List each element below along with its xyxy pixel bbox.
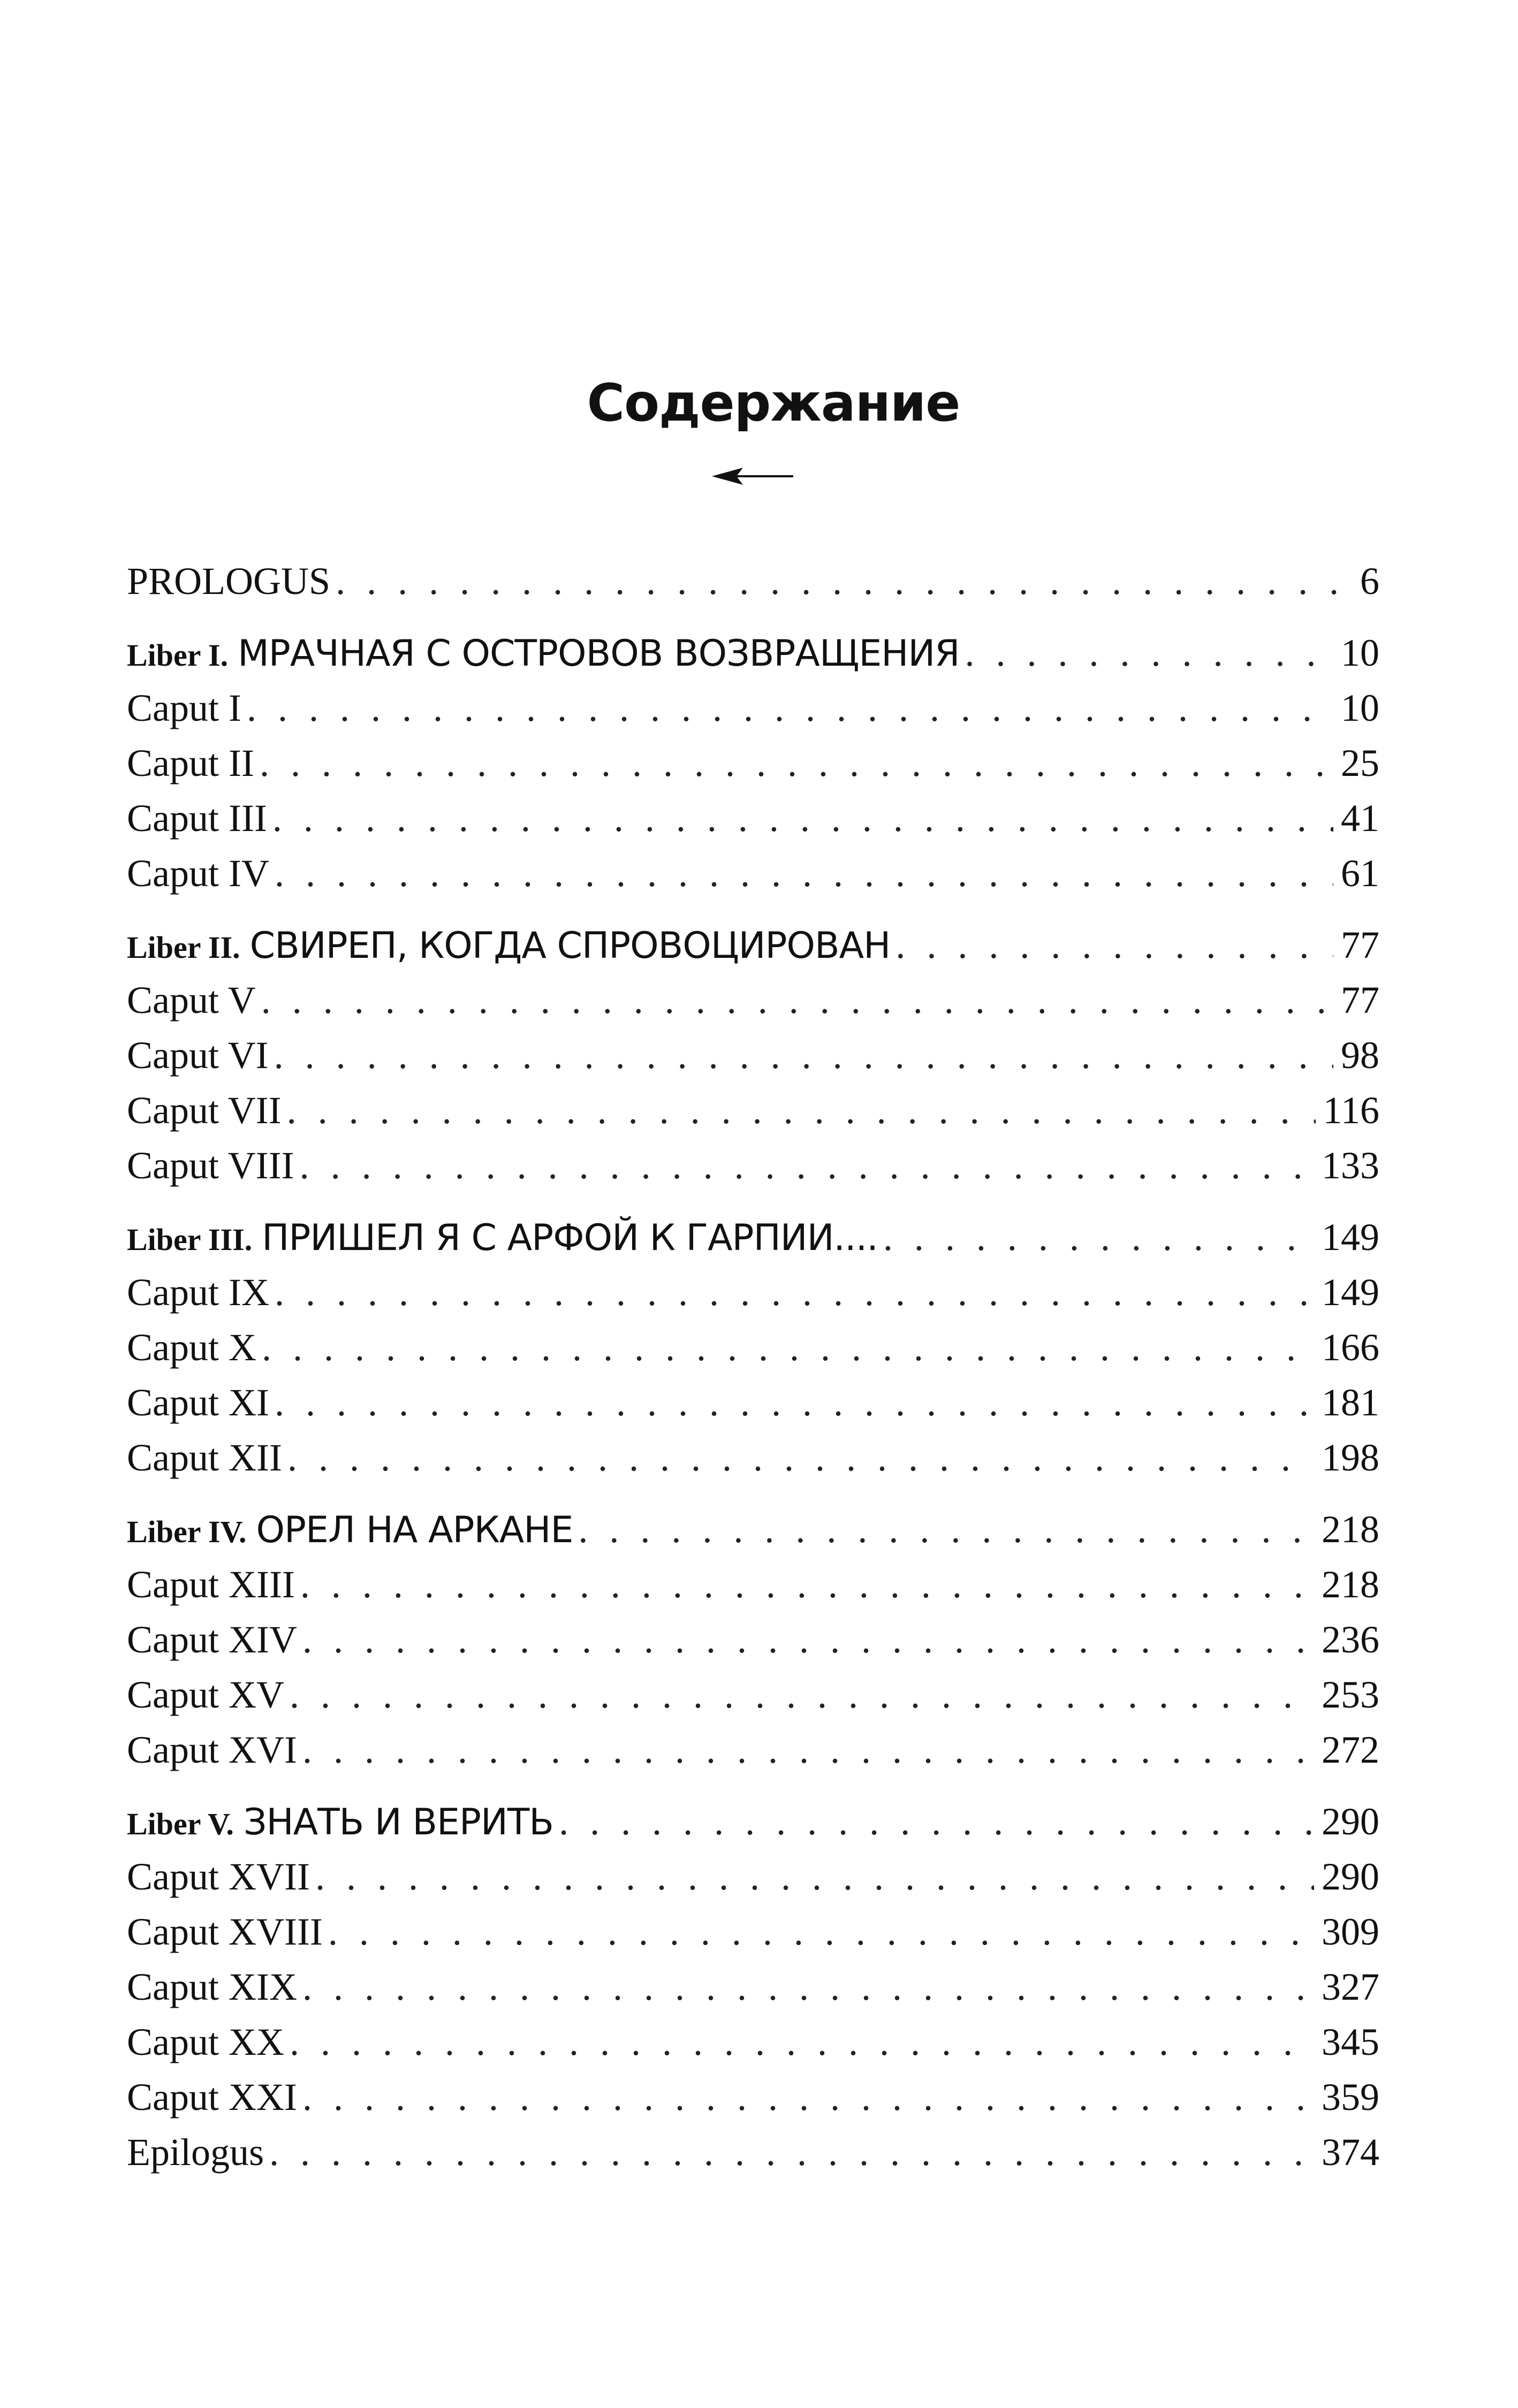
toc-page-number: 236 [1322,1618,1379,1661]
toc-chapter[interactable] [127,791,1379,846]
toc-entry-label: Caput XXI [127,2076,297,2119]
left-arrow-icon [712,466,795,487]
toc-entry-label: Caput XVI [127,1728,297,1771]
dot-leader [269,2125,1314,2180]
toc-page-number: 359 [1322,2076,1379,2119]
dot-leader [559,1794,1314,1849]
dot-leader [302,1612,1314,1667]
toc-part-2[interactable] [127,918,1379,973]
toc-entry-label: Caput XI [127,1381,269,1424]
toc-chapter[interactable] [127,1430,1379,1485]
toc-page-number: 166 [1322,1326,1379,1369]
dot-leader [287,1083,1316,1138]
toc-page-number: 374 [1322,2131,1379,2174]
toc-entry-label: Caput IV [127,852,269,895]
part-title: ЗНАТЬ И ВЕРИТЬ [243,1801,554,1843]
dot-leader [302,1723,1314,1778]
toc-page-number: 61 [1341,852,1379,895]
dot-leader [287,1430,1314,1485]
part-prefix: Liber I. [127,638,229,673]
toc-chapter[interactable] [127,2015,1379,2070]
dot-leader [260,736,1333,791]
part-title: ОРЕЛ НА АРКАНЕ [256,1509,573,1551]
toc-entry-label: Caput XVII [127,1855,310,1898]
dot-leader [895,918,1333,973]
toc-chapter[interactable] [127,1138,1379,1193]
toc-entry-label: Caput I [127,687,241,729]
dot-leader [247,681,1333,736]
page-title: Содержание [587,373,960,433]
toc-part-label [127,918,890,975]
toc-entry-label: Caput IX [127,1271,269,1314]
toc-page-number: 181 [1322,1381,1379,1424]
toc-chapter[interactable] [127,1849,1379,1904]
toc-entry-prologue[interactable] [127,554,1379,609]
toc-page-number: 253 [1322,1673,1379,1716]
toc-entry-label: Caput XIX [127,1965,297,2008]
part-prefix: Liber V. [127,1807,234,1841]
toc-part-label [127,1210,878,1267]
toc-chapter[interactable] [127,1612,1379,1667]
toc-entry-label: Caput XIV [127,1618,297,1661]
toc-entry-label: PROLOGUS [127,560,331,603]
dot-leader [965,626,1333,681]
table-of-contents [127,554,1379,2180]
dot-leader [261,973,1333,1028]
toc-page-number: 309 [1322,1910,1379,1953]
toc-chapter[interactable] [127,1320,1379,1375]
toc-chapter[interactable] [127,846,1379,901]
toc-page-number: 98 [1341,1034,1379,1077]
dot-leader [302,1960,1314,2015]
dot-leader [302,2070,1314,2125]
toc-page-number: 290 [1322,1800,1379,1843]
toc-entry-label: Caput VII [127,1089,282,1132]
dot-leader [578,1502,1314,1557]
toc-page-number: 218 [1322,1508,1379,1551]
dot-leader [315,1849,1314,1904]
toc-entry-label: Caput II [127,742,254,784]
toc-entry-label: Caput III [127,797,267,840]
toc-page-number: 41 [1341,797,1379,840]
dot-leader [328,1904,1314,1960]
toc-page-number: 10 [1341,687,1379,729]
toc-page-number: 345 [1322,2021,1379,2063]
toc-page-number: 25 [1341,742,1379,784]
toc-page-number: 290 [1322,1855,1379,1898]
part-prefix: Liber III. [127,1222,253,1257]
dot-leader [883,1210,1314,1265]
toc-chapter[interactable] [127,1667,1379,1723]
dot-leader [272,791,1333,846]
toc-page-number: 133 [1322,1144,1379,1187]
toc-entry-label: Caput XIII [127,1563,295,1606]
toc-chapter[interactable] [127,1723,1379,1778]
toc-entry-epilogue[interactable] [127,2125,1379,2180]
toc-page-number: 272 [1322,1728,1379,1771]
toc-entry-label: Caput XV [127,1673,284,1716]
toc-page-number: 149 [1322,1216,1379,1259]
toc-part-5[interactable] [127,1794,1379,1849]
toc-chapter[interactable] [127,1904,1379,1960]
toc-chapter[interactable] [127,1028,1379,1083]
dot-leader [300,1557,1314,1612]
toc-chapter[interactable] [127,1960,1379,2015]
toc-entry-label: Caput XVIII [127,1910,323,1953]
part-prefix: Liber II. [127,930,240,965]
toc-page-number: 218 [1322,1563,1379,1606]
part-prefix: Liber IV. [127,1514,247,1549]
dot-leader [336,554,1353,609]
toc-chapter[interactable] [127,736,1379,791]
toc-page-number: 77 [1341,979,1379,1022]
toc-part-label [127,1502,573,1559]
part-title: СВИРЕП, КОГДА СПРОВОЦИРОВАН [249,925,891,967]
toc-page-number: 77 [1341,924,1379,966]
toc-entry-label: Caput XII [127,1436,282,1479]
dot-leader [300,1138,1314,1193]
toc-page-number: 116 [1323,1089,1379,1132]
toc-part-label [127,626,960,683]
toc-entry-label: Caput XX [127,2021,284,2063]
dot-leader [290,2015,1314,2070]
toc-chapter[interactable] [127,1557,1379,1612]
toc-chapter[interactable] [127,1375,1379,1430]
part-title: МРАЧНАЯ С ОСТРОВОВ ВОЗВРАЩЕНИЯ [238,633,960,675]
toc-chapter[interactable] [127,681,1379,736]
toc-page-number: 149 [1322,1271,1379,1314]
dot-leader [275,1375,1314,1430]
toc-part-3[interactable] [127,1210,1379,1265]
toc-part-label [127,1794,553,1851]
dot-leader [290,1667,1314,1723]
toc-page-number: 6 [1360,560,1379,603]
toc-entry-label: Caput X [127,1326,256,1369]
dot-leader [275,846,1333,901]
toc-entry-label: Epilogus [127,2131,264,2174]
toc-entry-label: Caput V [127,979,256,1022]
toc-entry-label: Caput VI [127,1034,269,1077]
toc-page-number: 327 [1322,1965,1379,2008]
dot-leader [262,1320,1314,1375]
toc-part-4[interactable] [127,1502,1379,1557]
part-title: ПРИШЕЛ Я С АРФОЙ К ГАРПИИ.... [262,1217,878,1259]
toc-page-number: 198 [1322,1436,1379,1479]
dot-leader [275,1265,1314,1320]
toc-entry-label: Caput VIII [127,1144,294,1187]
toc-page-number: 10 [1341,631,1379,674]
toc-chapter[interactable] [127,1083,1379,1138]
dot-leader [274,1028,1333,1083]
toc-chapter[interactable] [127,2070,1379,2125]
toc-part-1[interactable] [127,626,1379,681]
toc-chapter[interactable] [127,973,1379,1028]
toc-chapter[interactable] [127,1265,1379,1320]
